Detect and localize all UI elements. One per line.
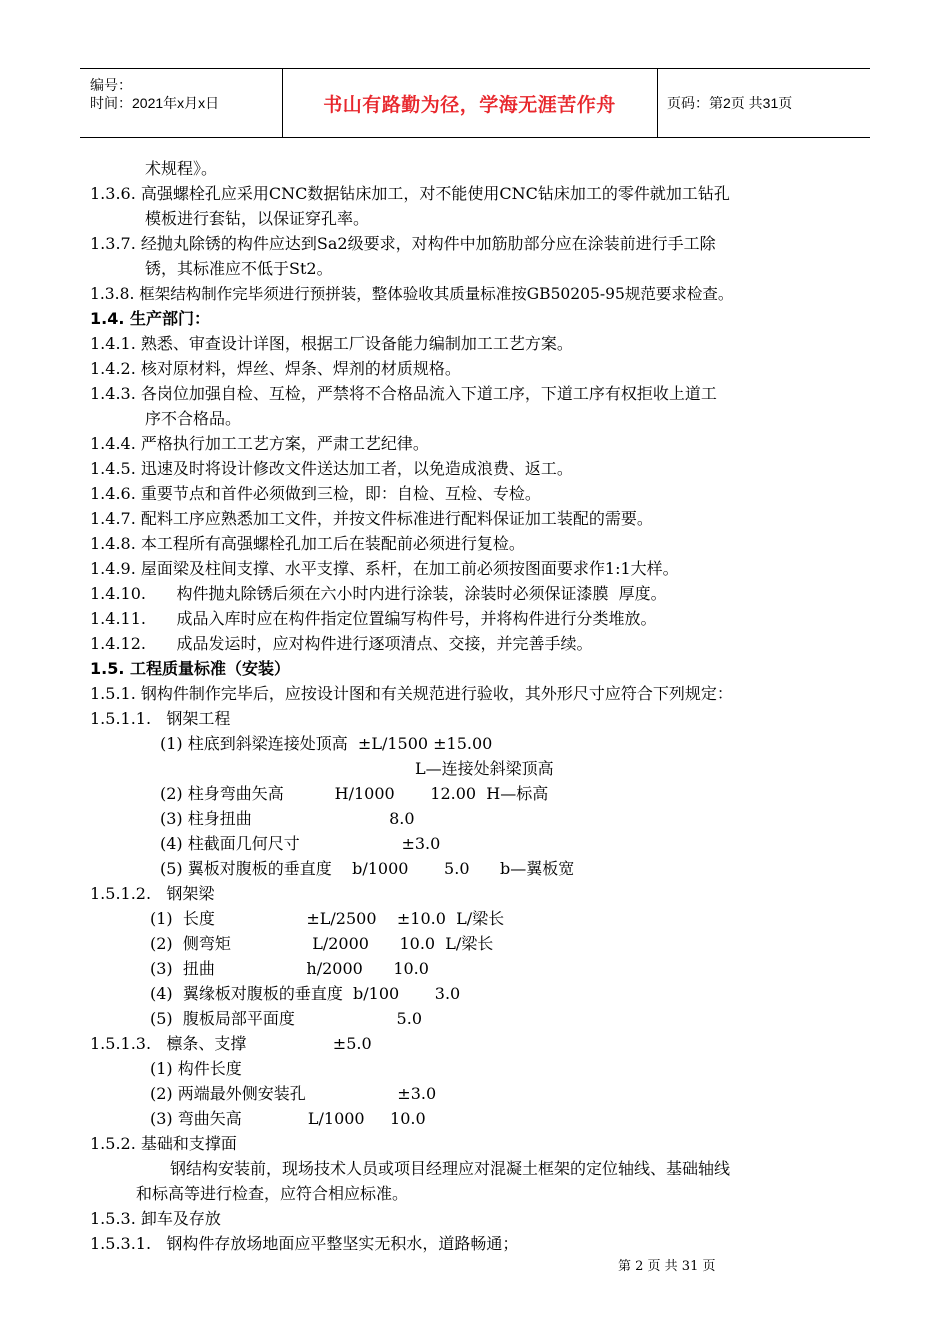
page-footer: 第 2 页 共 31 页 (618, 1259, 716, 1274)
section-heading: 1.5. 工程质量标准（安装） (90, 659, 290, 678)
page-header (80, 68, 870, 138)
text-line: 1.3.7. 经抛丸除锈的构件应达到Sa2级要求，对构件中加筋肋部分应在涂装前进行手工除 (90, 234, 716, 253)
text-line: 模板进行套钻，以保证穿孔率。 (145, 209, 370, 228)
text-line: 锈，其标准应不低于St2。 (145, 259, 333, 278)
table-row: (5) 腹板局部平面度 5.0 (150, 1009, 423, 1028)
text-line: 1.5.1. 钢构件制作完毕后，应按设计图和有关规范进行验收，其外形尺寸应符合下列规定： (90, 684, 733, 703)
text-line: 1.4.4. 严格执行加工工艺方案，严肃工艺纪律。 (90, 434, 429, 453)
table-row: (4) 翼缘板对腹板的垂直度 b/100 3.0 (150, 984, 461, 1003)
text-line: 1.4.11. 成品入库时应在构件指定位置编写构件号，并将构件进行分类堆放。 (90, 609, 657, 628)
table-row: (2) 侧弯矩 L/2000 10.0 L/梁长 (150, 934, 494, 953)
text-line: 和标高等进行检查，应符合相应标准。 (136, 1184, 409, 1203)
text-line: 1.5.3. 卸车及存放 (90, 1209, 221, 1228)
table-row: (2) 柱身弯曲矢高 H/1000 12.00 H—标高 (160, 784, 549, 803)
text-line: 1.4.7. 配料工序应熟悉加工文件，并按文件标准进行配料保证加工装配的需要。 (90, 509, 653, 528)
table-row: (2) 两端最外侧安装孔 ±3.0 (150, 1084, 437, 1103)
text-line: 1.5.1.1. 钢架工程 (90, 709, 231, 728)
header-motto-cell (282, 69, 658, 137)
text-line: 1.4.1. 熟悉、审查设计详图，根据工厂设备能力编制加工工艺方案。 (90, 334, 573, 353)
table-row: (5) 翼板对腹板的垂直度 b/1000 5.0 b—翼板宽 (160, 859, 575, 878)
text-line: 1.4.12. 成品发运时，应对构件进行逐项清点、交接，并完善手续。 (90, 634, 593, 653)
text-line: 1.4.5. 迅速及时将设计修改文件送达加工者，以免造成浪费、返工。 (90, 459, 573, 478)
header-meta-cell (80, 69, 283, 137)
table-row: (3) 弯曲矢高 L/1000 10.0 (150, 1109, 426, 1128)
table-row: (3) 扭曲 h/2000 10.0 (150, 959, 429, 978)
table-row: (4) 柱截面几何尺寸 ±3.0 (160, 834, 441, 853)
text-line: 1.4.10. 构件抛丸除锈后须在六小时内进行涂装，涂装时必须保证漆膜 厚度。 (90, 584, 667, 603)
text-line: 术规程》。 (145, 159, 218, 178)
table-row: (1) 构件长度 (150, 1059, 242, 1078)
header-motto: 书山有路勤为径，学海无涯苦作舟 (323, 93, 616, 116)
table-row: L—连接处斜梁顶高 (415, 759, 554, 778)
text-line: 1.3.8. 框架结构制作完毕须进行预拼装，整体验收其质量标准按GB50205-95规范要求检查。 (90, 285, 734, 303)
section-heading: 1.4. 生产部门： (90, 309, 210, 328)
text-line: 序不合格品。 (145, 409, 242, 428)
text-line: 钢结构安装前，现场技术人员或项目经理应对混凝土框架的定位轴线、基础轴线 (170, 1159, 731, 1178)
table-row: (1) 长度 ±L/2500 ±10.0 L/梁长 (150, 909, 505, 928)
serial-label: 编号： (90, 77, 132, 93)
table-row: (1) 柱底到斜梁连接处顶高 ±L/1500 ±15.00 (160, 734, 493, 753)
text-line: 1.5.2. 基础和支撑面 (90, 1134, 237, 1153)
text-line: 1.4.9. 屋面梁及柱间支撑、水平支撑、系杆，在加工前必须按图面要求作1:1大样。 (90, 559, 679, 578)
date-label: 时间：2021年x月x日 (90, 95, 220, 111)
header-page-cell (657, 69, 870, 137)
text-line: 1.4.2. 核对原材料，焊丝、焊条、焊剂的材质规格。 (90, 359, 461, 378)
text-line: 1.4.3. 各岗位加强自检、互检，严禁将不合格品流入下道工序，下道工序有权拒收上道工 (90, 384, 717, 403)
text-line: 1.4.8. 本工程所有高强螺栓孔加工后在装配前必须进行复检。 (90, 534, 525, 553)
text-line: 1.3.6. 高强螺栓孔应采用CNC数据钻床加工，对不能使用CNC钻床加工的零件就加工钻孔 (90, 184, 730, 203)
header-page-number: 页码：第2页 共31页 (667, 95, 793, 111)
text-line: 1.5.3.1. 钢构件存放场地面应平整坚实无积水，道路畅通； (90, 1234, 519, 1253)
table-row: (3) 柱身扭曲 8.0 (160, 809, 415, 828)
text-line: 1.4.6. 重要节点和首件必须做到三检，即：自检、互检、专检。 (90, 484, 541, 503)
text-line: 1.5.1.2. 钢架梁 (90, 884, 215, 903)
text-line: 1.5.1.3. 檩条、支撑 ±5.0 (90, 1034, 372, 1053)
